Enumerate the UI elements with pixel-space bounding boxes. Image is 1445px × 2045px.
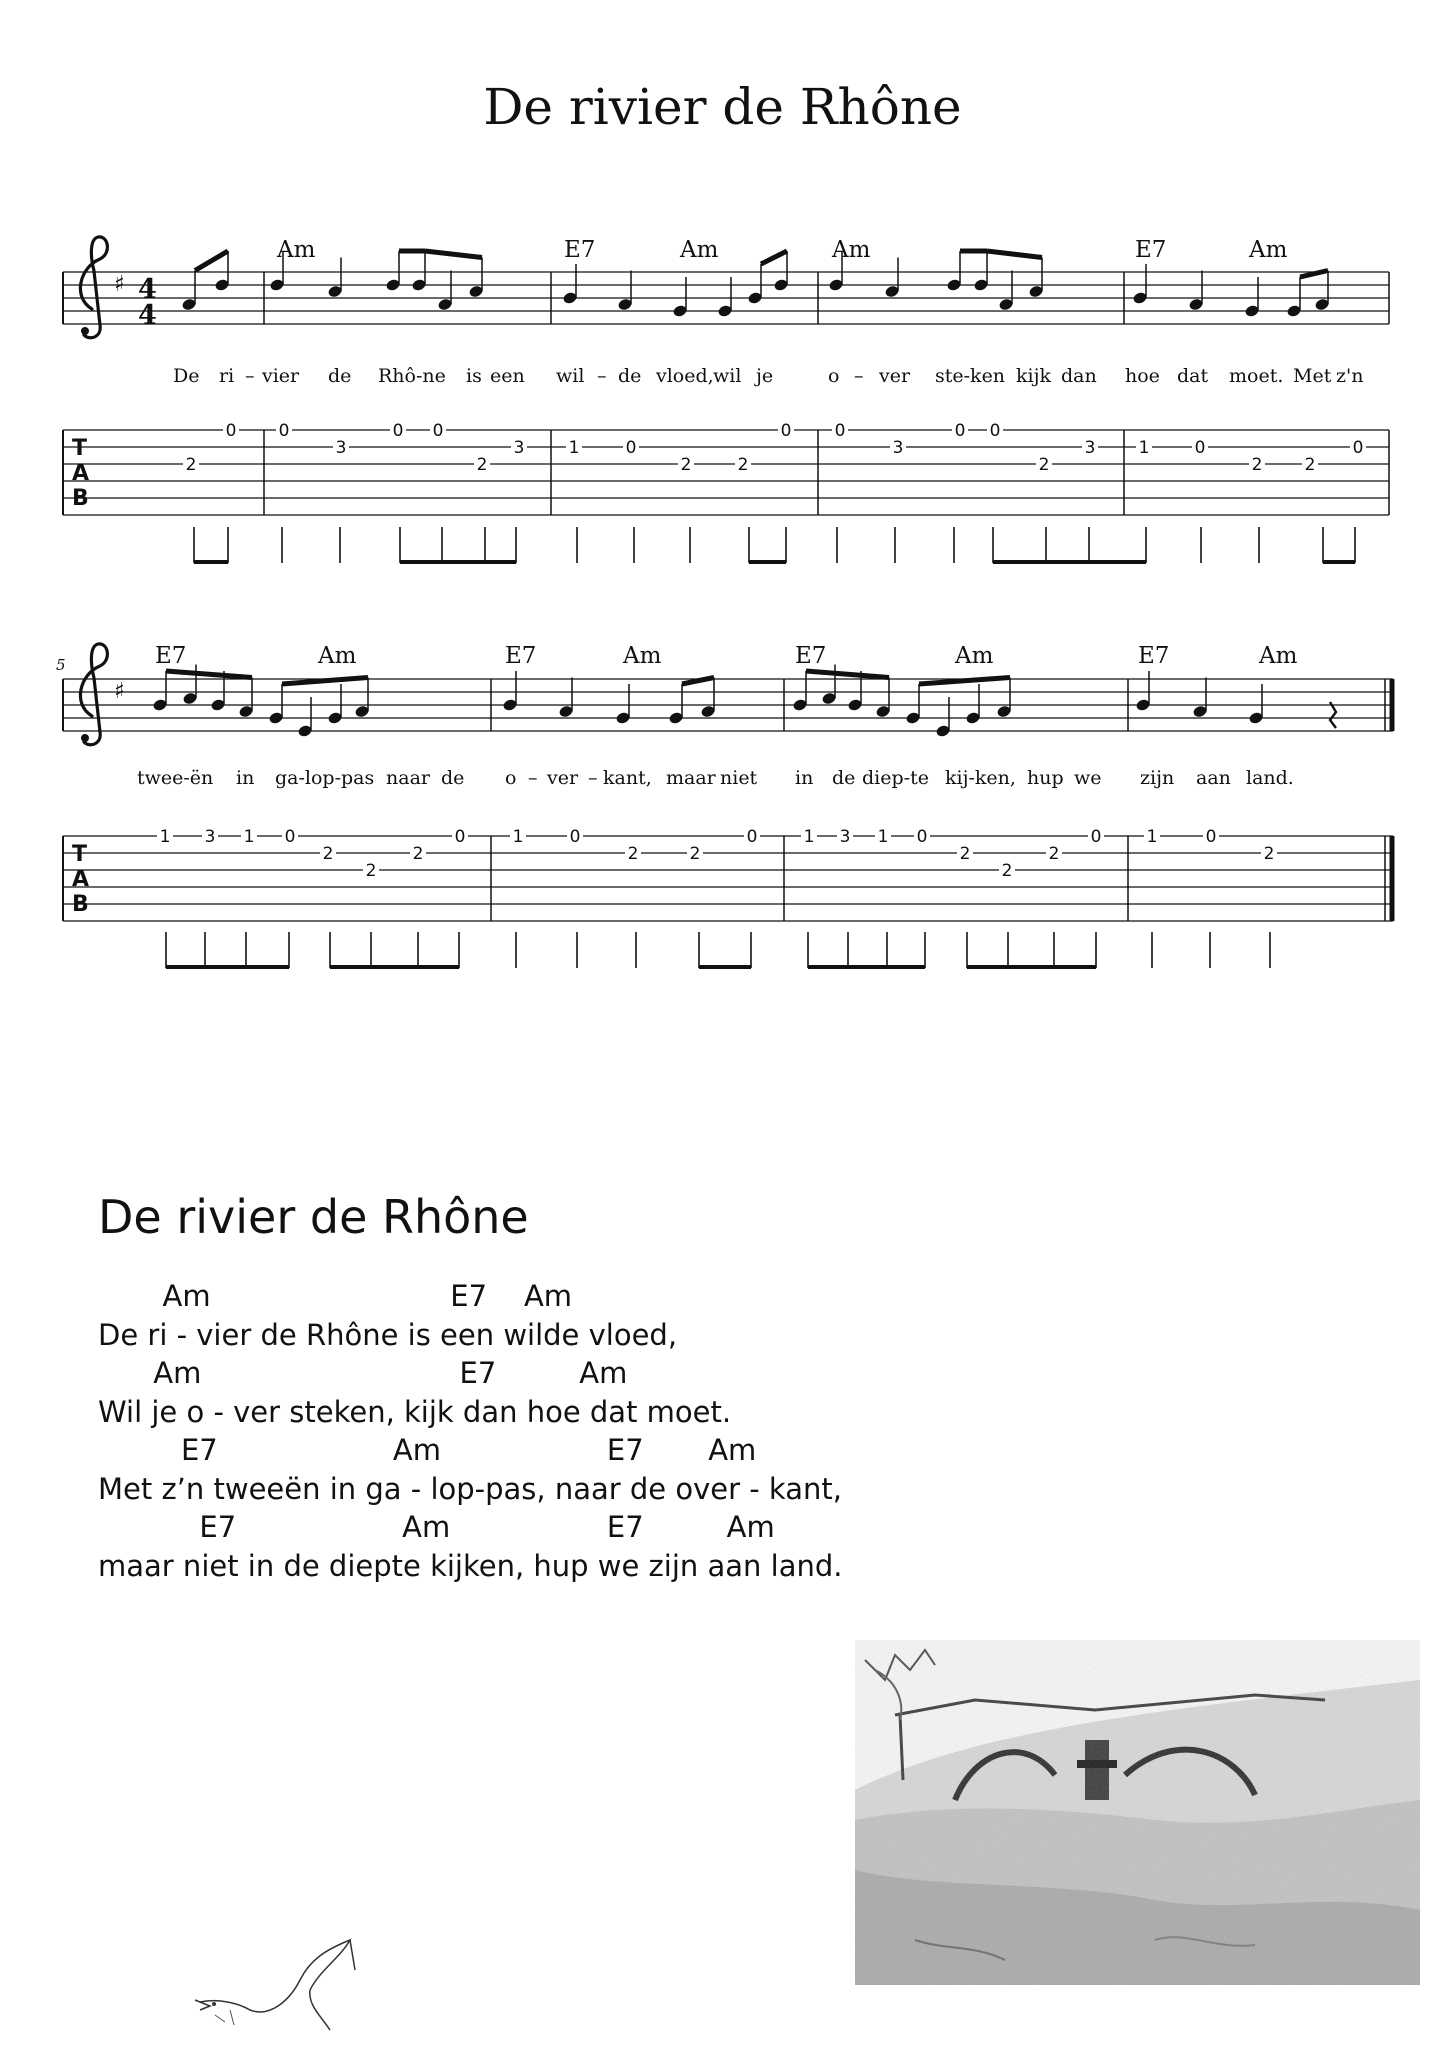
- svg-text:B: B: [72, 892, 89, 917]
- tab-fret-number: 1: [243, 827, 255, 847]
- lyric-syllable: we: [1074, 767, 1102, 789]
- measure-number: 5: [56, 656, 66, 674]
- tab-fret-number: 2: [689, 844, 701, 864]
- chord-symbol: Am: [1259, 643, 1298, 669]
- tab-fret-number: 0: [954, 421, 966, 441]
- svg-text:A: A: [72, 461, 90, 486]
- tab-fret-number: 0: [392, 421, 404, 441]
- tab-fret-number: 2: [476, 455, 488, 475]
- lyric-syllable: –: [854, 365, 864, 387]
- lyric-syllable: o: [505, 767, 517, 789]
- tab-fret-number: 2: [1263, 844, 1275, 864]
- tab-fret-number: 0: [746, 827, 758, 847]
- chord-symbol: Am: [832, 237, 871, 263]
- chord-symbol: E7: [795, 643, 827, 669]
- lyric-syllable: ver: [547, 767, 579, 789]
- tab-fret-number: 2: [322, 844, 334, 864]
- tab-fret-number: 0: [284, 827, 296, 847]
- lyric-line: De ri - vier de Rhône is een wilde vloed,: [98, 1317, 678, 1352]
- chord-symbol: Am: [955, 643, 994, 669]
- tab-fret-number: 3: [513, 438, 525, 458]
- lyric-syllable: een: [490, 365, 525, 387]
- chord-line: Am E7 Am: [98, 1279, 573, 1313]
- note-beam: [166, 671, 252, 678]
- svg-text:♯: ♯: [114, 679, 125, 704]
- chord-line: E7 Am E7 Am: [98, 1510, 775, 1544]
- lyric-syllable: wil: [713, 365, 742, 387]
- svg-text:4: 4: [138, 274, 157, 305]
- lyric-syllable: zijn: [1140, 767, 1175, 789]
- system-2-staff: [63, 644, 1393, 745]
- tab-fret-number: 0: [989, 421, 1001, 441]
- note-beam: [761, 251, 787, 264]
- lyric-syllable: De: [173, 365, 200, 387]
- tab-fret-number: 1: [512, 827, 524, 847]
- lyric-syllable: hoe: [1125, 365, 1160, 387]
- lyric-syllable: in: [236, 767, 255, 789]
- lyric-syllable: Rhô-ne: [378, 365, 446, 387]
- tab-fret-number: 3: [1084, 438, 1096, 458]
- song-title: De rivier de Rhône: [483, 78, 962, 136]
- lyric-syllable: twee-ën: [137, 767, 214, 789]
- tab-fret-number: 1: [1138, 438, 1150, 458]
- lyric-syllable: hup: [1027, 767, 1064, 789]
- tab-fret-number: 3: [839, 827, 851, 847]
- lyric-syllable: kijk: [1016, 365, 1051, 387]
- chord-symbol: E7: [1135, 237, 1167, 263]
- chord-symbol: E7: [155, 643, 187, 669]
- tab-fret-number: 2: [737, 455, 749, 475]
- bird-sketch-illustration: [190, 1930, 380, 2040]
- tab-fret-number: 0: [569, 827, 581, 847]
- lyric-syllable: o: [828, 365, 840, 387]
- lyric-syllable: –: [245, 365, 255, 387]
- lyric-syllable: Met: [1293, 365, 1332, 387]
- tab-fret-number: 1: [1146, 827, 1158, 847]
- lyric-syllable: z'n: [1336, 365, 1364, 387]
- svg-text:A: A: [72, 867, 90, 892]
- chord-symbol: E7: [505, 643, 537, 669]
- note-beam: [987, 251, 1042, 258]
- tab-fret-number: 0: [432, 421, 444, 441]
- chord-sheet: [98, 1277, 842, 1585]
- tab-fret-number: 3: [204, 827, 216, 847]
- lyric-syllable: de: [328, 365, 352, 387]
- lyric-syllable: is: [466, 365, 482, 387]
- tab-fret-number: 0: [225, 421, 237, 441]
- svg-text:♯: ♯: [114, 272, 125, 297]
- tab-numbers-layer: [157, 420, 1366, 881]
- lyric-syllable: –: [528, 767, 538, 789]
- tab-fret-number: 2: [412, 844, 424, 864]
- tab-fret-number: 0: [1205, 827, 1217, 847]
- chord-sheet-title: De rivier de Rhône: [98, 1190, 529, 1244]
- rhythm-stems-layer: [166, 527, 1355, 968]
- chord-symbol: Am: [277, 237, 316, 263]
- chord-symbol: Am: [623, 643, 662, 669]
- svg-text:4: 4: [138, 300, 157, 331]
- lyric-syllable: vier: [262, 365, 300, 387]
- lyric-syllable: de: [832, 767, 856, 789]
- chord-symbol: Am: [1249, 237, 1288, 263]
- lyric-syllable: moet.: [1229, 365, 1284, 387]
- tab-fret-number: 2: [627, 844, 639, 864]
- system-1-tab: [63, 430, 1389, 515]
- chord-symbol: E7: [564, 237, 596, 263]
- music-score: [0, 0, 1445, 1000]
- tab-fret-number: 0: [1194, 438, 1206, 458]
- tab-fret-number: 0: [278, 421, 290, 441]
- lyric-line: Met z’n tweeën in ga - lop-pas, naar de over - kant,: [98, 1471, 842, 1506]
- lyric-syllable: diep-te: [862, 767, 929, 789]
- tab-fret-number: 3: [892, 438, 904, 458]
- tab-fret-number: 2: [1048, 844, 1060, 864]
- lyric-line: maar niet in de diepte kijken, hup we zijn aan land.: [98, 1548, 843, 1583]
- lyric-syllable: ga-lop-pas: [275, 767, 375, 789]
- lyric-syllable: vloed,: [656, 365, 714, 387]
- chord-symbol: Am: [318, 643, 357, 669]
- system-1-staff: [63, 237, 1389, 338]
- tab-fret-number: 0: [454, 827, 466, 847]
- lyric-syllable: in: [795, 767, 814, 789]
- tab-fret-number: 2: [1251, 455, 1263, 475]
- tab-fret-number: 0: [780, 421, 792, 441]
- tab-fret-number: 3: [335, 438, 347, 458]
- lyric-syllable: ri: [219, 365, 235, 387]
- tab-fret-number: 1: [877, 827, 889, 847]
- tab-fret-number: 0: [1352, 438, 1364, 458]
- tab-fret-number: 0: [834, 421, 846, 441]
- chord-symbol: E7: [1138, 643, 1170, 669]
- tab-fret-number: 1: [568, 438, 580, 458]
- svg-text:T: T: [72, 436, 88, 461]
- tab-fret-number: 2: [959, 844, 971, 864]
- lyric-syllable: de: [618, 365, 642, 387]
- svg-text:B: B: [72, 486, 89, 511]
- lyric-syllable: de: [441, 767, 465, 789]
- note-beam: [425, 251, 482, 258]
- tab-fret-number: 1: [159, 827, 171, 847]
- svg-text:T: T: [72, 842, 88, 867]
- lyric-line: Wil je o - ver steken, kijk dan hoe dat moet.: [98, 1394, 732, 1429]
- tab-fret-number: 2: [1001, 861, 1013, 881]
- lyric-syllable: wil: [556, 365, 585, 387]
- tab-fret-number: 0: [916, 827, 928, 847]
- lyric-syllable: kij-ken,: [945, 767, 1016, 789]
- lyric-syllable: ver: [879, 365, 911, 387]
- tab-fret-number: 2: [1304, 455, 1316, 475]
- lyric-syllable: kant,: [603, 767, 652, 789]
- note-beam: [806, 671, 889, 678]
- lyric-syllable: niet: [720, 767, 758, 789]
- tab-fret-number: 2: [365, 861, 377, 881]
- lyric-syllable: dat: [1177, 365, 1209, 387]
- tab-fret-number: 2: [1038, 455, 1050, 475]
- lyric-syllable: naar: [386, 767, 430, 789]
- tab-fret-number: 1: [803, 827, 815, 847]
- lyric-syllable: je: [756, 365, 774, 387]
- lyric-syllable: ste-ken: [935, 365, 1006, 387]
- chord-line: E7 Am E7 Am: [98, 1433, 757, 1467]
- lyric-syllable: –: [597, 365, 607, 387]
- lyric-syllable: land.: [1246, 767, 1294, 789]
- lyric-syllable: aan: [1196, 767, 1231, 789]
- chord-line: Am E7 Am: [98, 1356, 628, 1390]
- tab-fret-number: 0: [1090, 827, 1102, 847]
- lyric-syllable: maar: [666, 767, 716, 789]
- system-2-tab: [63, 836, 1393, 921]
- note-beam: [195, 251, 228, 271]
- tab-fret-number: 0: [625, 438, 637, 458]
- lyric-syllable: dan: [1061, 365, 1097, 387]
- chord-symbol: Am: [680, 237, 719, 263]
- tab-fret-number: 2: [185, 455, 197, 475]
- bridge-sketch-illustration: [855, 1640, 1420, 1985]
- lyric-syllable: –: [588, 767, 598, 789]
- tab-fret-number: 2: [680, 455, 692, 475]
